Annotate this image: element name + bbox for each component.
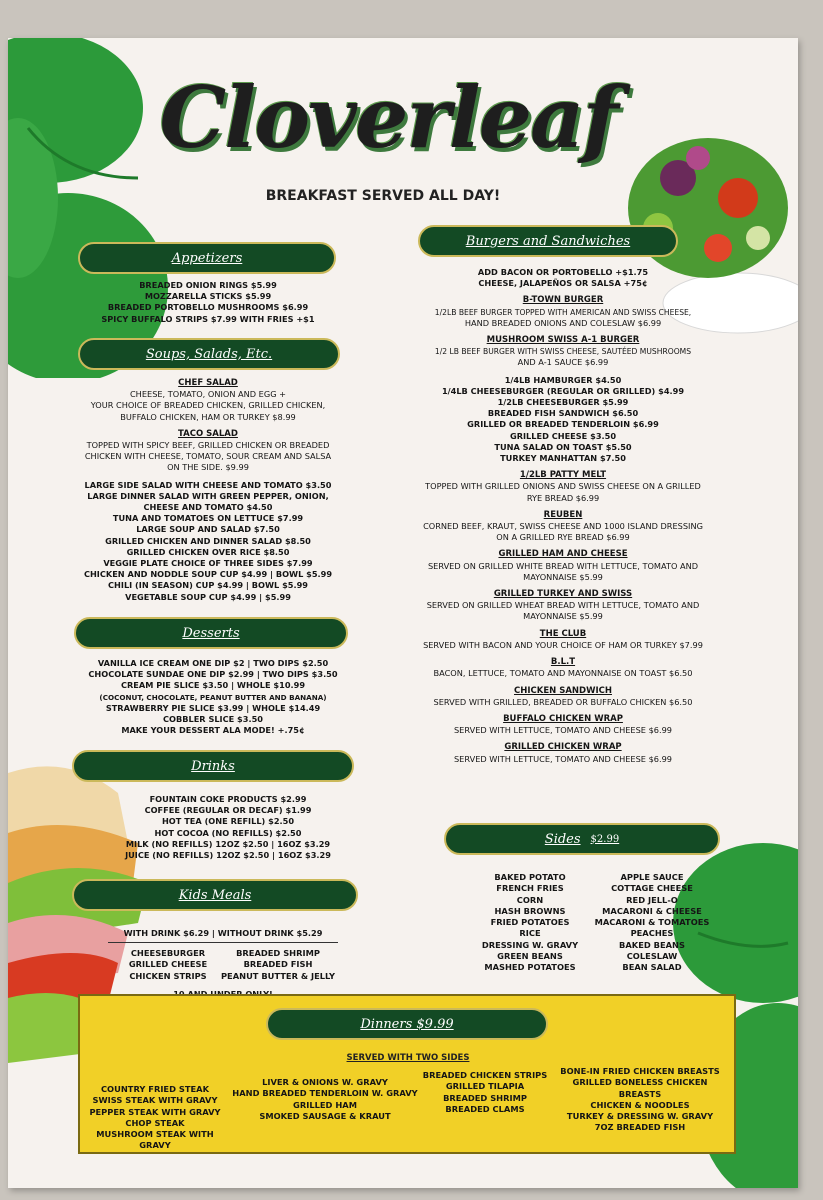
list-item: BREADED FISH (243, 959, 313, 970)
list-item: BREADED FISH SANDWICH $6.50 (487, 408, 639, 419)
list-item: LARGE SIDE SALAD WITH CHEESE AND TOMATO $3.50 (84, 479, 332, 490)
list-item: VEGETABLE SOUP CUP $4.99 | $5.99 (125, 591, 291, 602)
item-desc: CORNED BEEF, KRAUT, SWISS CHEESE AND 1000 ISLAND DRESSING (423, 521, 703, 532)
list-item: GREEN BEANS (497, 951, 563, 962)
list-item: BREADED CLAMS (445, 1103, 525, 1114)
list-item: CHOCOLATE SUNDAE ONE DIP $2.99 | TWO DIPS $3.50 (88, 669, 338, 680)
drinks-header (72, 750, 354, 782)
list-item: CHEESE, JALAPEÑOS OR SALSA +75¢ (478, 278, 648, 289)
list-item: MACARONI & TOMATOES (594, 917, 710, 928)
list-item: CREAM PIE SLICE $3.50 | WHOLE $10.99 (120, 680, 306, 691)
item-desc: SERVED WITH LETTUCE, TOMATO AND CHEESE $6.99 (453, 753, 673, 764)
list-item: MASHED POTATOES (484, 962, 576, 973)
list-item: CHOP STEAK (125, 1117, 185, 1128)
item-desc: SERVED ON GRILLED WHITE BREAD WITH LETTUCE, TOMATO AND (427, 560, 699, 571)
list-item: APPLE SAUCE (620, 872, 684, 882)
item-desc: SERVED WITH LETTUCE, TOMATO AND CHEESE $6.99 (453, 725, 673, 736)
dinners-title: Dinners $9.99 (360, 1016, 454, 1032)
desserts-list (58, 658, 368, 736)
list-item: GRILLED OR BREADED TENDERLOIN $6.99 (467, 419, 659, 430)
list-item: PEACHES (630, 928, 674, 939)
list-item: SMOKED SAUSAGE & KRAUT (259, 1110, 391, 1121)
drinks-list (88, 794, 368, 861)
list-item: MOZZARELLA STICKS $5.99 (144, 291, 272, 302)
list-item: BREADED PORTOBELLO MUSHROOMS $6.99 (107, 302, 309, 313)
item-heading: B.L.T (550, 657, 576, 668)
dinners-columns (80, 1066, 730, 1152)
list-item: LIVER & ONIONS W. GRAVY (262, 1077, 388, 1087)
chef-salad-heading: CHEF SALAD (178, 378, 238, 388)
list-item: GRILLED CHEESE $3.50 (509, 430, 617, 441)
list-item: CHEESE AND TOMATO $4.50 (143, 502, 273, 513)
list-item: CHEESEBURGER (130, 948, 206, 958)
desserts-header (74, 617, 348, 649)
mushroom-burger-heading: MUSHROOM SWISS A-1 BURGER (486, 335, 640, 346)
list-item: ON THE SIDE. $9.99 (167, 462, 249, 473)
item-heading: GRILLED CHICKEN WRAP (504, 742, 622, 753)
kids-meals-header (72, 879, 358, 911)
item-desc: RYE BREAD $6.99 (526, 492, 600, 503)
list-item: AND A-1 SAUCE $6.99 (517, 357, 609, 368)
item-desc: ON A GRILLED RYE BREAD $6.99 (496, 532, 630, 543)
list-item: STRAWBERRY PIE SLICE $3.99 | WHOLE $14.49 (105, 702, 321, 713)
list-item: COFFEE (REGULAR OR DECAF) $1.99 (144, 805, 312, 816)
list-item: FOUNTAIN COKE PRODUCTS $2.99 (149, 794, 307, 804)
list-item: BAKED POTATO (494, 872, 566, 882)
kids-meals-title: Kids Meals (178, 887, 252, 903)
dinners-served-with: SERVED WITH TWO SIDES (346, 1053, 470, 1063)
list-item: VANILLA ICE CREAM ONE DIP $2 | TWO DIPS $2.50 (97, 658, 329, 668)
list-item: BAKED BEANS (619, 939, 685, 950)
list-item: MUSHROOM STEAK WITH GRAVY (96, 1129, 214, 1151)
item-desc: SERVED ON GRILLED WHEAT BREAD WITH LETTUCE, TOMATO AND (426, 600, 700, 611)
item-desc: BACON, LETTUCE, TOMATO AND MAYONNAISE ON TOAST $6.50 (433, 668, 693, 679)
list-item: TUNA SALAD ON TOAST $5.50 (494, 441, 632, 452)
list-item: GRILLED TILAPIA (445, 1081, 525, 1092)
list-item: CHICKEN AND NODDLE SOUP CUP $4.99 | BOWL $5.99 (83, 569, 333, 580)
list-item: YOUR CHOICE OF BREADED CHICKEN, GRILLED CHICKEN, (90, 400, 326, 411)
list-item: COLESLAW (626, 951, 678, 962)
list-item: PEANUT BUTTER & JELLY (220, 970, 336, 981)
drinks-title: Drinks (191, 758, 235, 774)
list-item: BONE-IN FRIED CHICKEN BREASTS (560, 1066, 720, 1076)
list-item: BREADED CHICKEN STRIPS (422, 1070, 548, 1080)
list-item: FRIED POTATOES (490, 917, 570, 928)
list-item: TOPPED WITH SPICY BEEF, GRILLED CHICKEN OR BREADED (86, 440, 330, 451)
list-item: 1/4LB CHEESEBURGER (REGULAR OR GRILLED) $4.99 (441, 385, 685, 396)
appetizers-list (48, 280, 368, 325)
burgers-list (393, 267, 733, 765)
breakfast-banner: BREAKFAST SERVED ALL DAY! (265, 188, 501, 204)
taco-salad-heading: TACO SALAD (178, 428, 238, 439)
list-item: RED JELL-O (626, 894, 678, 905)
list-item: 1/2 LB BEEF BURGER WITH SWISS CHEESE, SAUTÉED MUSHROOMS (434, 347, 692, 357)
list-item: MILK (NO REFILLS) 12OZ $2.50 | 16OZ $3.29 (125, 838, 331, 849)
item-heading: THE CLUB (539, 628, 587, 639)
burgers-header (418, 225, 678, 257)
menu-sheet (8, 38, 798, 1188)
appetizers-header (78, 242, 336, 274)
list-item: (COCONUT, CHOCOLATE, PEANUT BUTTER AND BANANA) (99, 692, 327, 702)
list-item: CHILI (IN SEASON) CUP $4.99 | BOWL $5.99 (108, 580, 308, 591)
item-heading: 1/2LB PATTY MELT (519, 470, 607, 481)
list-item: BREADED SHRIMP (236, 948, 320, 958)
list-item: PEPPER STEAK WITH GRAVY (89, 1106, 221, 1117)
restaurant-title: Cloverleaf (159, 68, 617, 167)
desserts-title: Desserts (182, 625, 240, 641)
item-desc: MAYONNAISE $5.99 (523, 611, 603, 622)
list-item: 1/2LB CHEESEBURGER $5.99 (497, 397, 629, 408)
list-item: RICE (519, 928, 541, 939)
list-item: 7OZ BREADED FISH (594, 1122, 686, 1133)
list-item: GRILLED CHICKEN AND DINNER SALAD $8.50 (105, 535, 311, 546)
item-heading: GRILLED HAM AND CHEESE (498, 549, 628, 560)
list-item: COUNTRY FRIED STEAK (100, 1084, 210, 1094)
list-item: JUICE (NO REFILLS) 12OZ $2.50 | 16OZ $3.29 (125, 850, 331, 861)
appetizers-title: Appetizers (171, 250, 243, 266)
list-item: BUFFALO CHICKEN, HAM OR TURKEY $8.99 (120, 411, 296, 422)
item-heading: REUBEN (543, 509, 583, 520)
list-item: 1/2LB BEEF BURGER TOPPED WITH AMERICAN AND SWISS CHEESE, (434, 307, 692, 317)
list-item: ADD BACON OR PORTOBELLO +$1.75 (477, 267, 649, 277)
list-item: SWISS STEAK WITH GRAVY (92, 1095, 218, 1106)
list-item: TURKEY MANHATTAN $7.50 (500, 453, 626, 464)
soups-title: Soups, Salads, Etc. (145, 346, 273, 362)
btown-burger-heading: B-TOWN BURGER (522, 295, 604, 306)
list-item: BREADED SHRIMP (443, 1092, 527, 1103)
list-item: VEGGIE PLATE CHOICE OF THREE SIDES $7.99 (103, 558, 313, 569)
dinners-header (266, 1008, 548, 1040)
list-item: LARGE DINNER SALAD WITH GREEN PEPPER, ONION, (87, 490, 329, 501)
list-item: GRILLED HAM (293, 1099, 357, 1110)
list-item: COTTAGE CHEESE (611, 883, 693, 894)
burgers-title: Burgers and Sandwiches (465, 233, 631, 249)
list-item: HASH BROWNS (494, 905, 566, 916)
sides-header (444, 823, 720, 855)
clover-leaf-image (8, 38, 178, 378)
list-item: BREADED ONION RINGS $5.99 (139, 280, 277, 290)
list-item: SPICY BUFFALO STRIPS $7.99 WITH FRIES +$1 (101, 313, 315, 324)
list-item: DRESSING W. GRAVY (481, 939, 579, 950)
kids-price-line: WITH DRINK $6.29 | WITHOUT DRINK $5.29 (108, 928, 338, 943)
soups-header (78, 338, 340, 370)
sides-title: Sides (544, 831, 581, 847)
item-heading: BUFFALO CHICKEN WRAP (503, 713, 623, 724)
list-item: TURKEY & DRESSING W. GRAVY (566, 1111, 714, 1122)
kids-meals-columns (118, 948, 338, 982)
list-item: CHEESE, TOMATO, ONION AND EGG + (129, 389, 287, 400)
list-item: HAND BREADED ONIONS AND COLESLAW $6.99 (464, 317, 662, 328)
item-heading: GRILLED TURKEY AND SWISS (493, 589, 633, 600)
list-item: FRENCH FRIES (496, 883, 564, 894)
list-item: 1/4LB HAMBURGER $4.50 (504, 374, 622, 385)
list-item: HOT TEA (ONE REFILL) $2.50 (161, 816, 295, 827)
item-heading: CHICKEN SANDWICH (514, 685, 612, 696)
list-item: CHICKEN WITH CHEESE, TOMATO, SOUR CREAM AND SALSA (84, 451, 332, 462)
list-item: CHICKEN & NOODLES (590, 1099, 690, 1110)
list-item: CHICKEN STRIPS (129, 970, 207, 981)
list-item: COBBLER SLICE $3.50 (163, 714, 263, 725)
list-item: CORN (516, 894, 544, 905)
list-item: HOT COCOA (NO REFILLS) $2.50 (154, 827, 302, 838)
list-item: BEAN SALAD (622, 962, 682, 973)
item-desc: SERVED WITH BACON AND YOUR CHOICE OF HAM OR TURKEY $7.99 (423, 639, 703, 650)
list-item: GRILLED CHEESE (128, 959, 208, 970)
list-item: GRILLED CHICKEN OVER RICE $8.50 (126, 546, 290, 557)
list-item: TUNA AND TOMATOES ON LETTUCE $7.99 (112, 513, 304, 524)
list-item: MAKE YOUR DESSERT ALA MODE! +.75¢ (121, 725, 305, 736)
list-item: MACARONI & CHEESE (602, 905, 702, 916)
sides-columns (470, 872, 714, 974)
item-desc: SERVED WITH GRILLED, BREADED OR BUFFALO CHICKEN $6.50 (433, 696, 693, 707)
soups-list (48, 378, 368, 603)
list-item: HAND BREADED TENDERLOIN W. GRAVY (232, 1088, 418, 1099)
list-item: GRILLED BONELESS CHICKEN BREASTS (572, 1077, 708, 1099)
list-item: LARGE SOUP AND SALAD $7.50 (136, 524, 280, 535)
item-desc: MAYONNAISE $5.99 (523, 571, 603, 582)
item-desc: TOPPED WITH GRILLED ONIONS AND SWISS CHEESE ON A GRILLED (425, 481, 701, 492)
sides-price: $2.99 (590, 833, 620, 845)
